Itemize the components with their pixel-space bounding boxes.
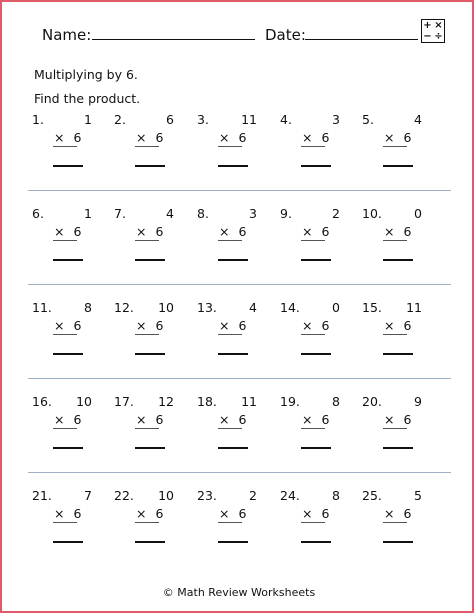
- times-sign: ×: [384, 412, 395, 427]
- problem-number: 4.: [280, 112, 292, 127]
- answer-blank[interactable]: [53, 259, 83, 261]
- answer-blank[interactable]: [53, 353, 83, 355]
- times-sign: ×: [302, 224, 313, 239]
- multiplier: 6: [73, 130, 82, 145]
- multiplier-row: [302, 224, 329, 239]
- answer-blank[interactable]: [301, 447, 331, 449]
- answer-blank[interactable]: [218, 541, 248, 543]
- multiplicand: 11: [406, 300, 422, 315]
- times-sign: ×: [302, 412, 313, 427]
- answer-blank[interactable]: [218, 259, 248, 261]
- multiplier: 6: [238, 130, 247, 145]
- problem-3: [197, 112, 269, 172]
- problem-number: 16.: [32, 394, 52, 409]
- multiplier-row: [384, 224, 411, 239]
- times-sign: ×: [54, 412, 65, 427]
- answer-blank[interactable]: [301, 259, 331, 261]
- multiplier: 6: [238, 318, 247, 333]
- answer-blank[interactable]: [383, 447, 413, 449]
- multiplicand: 12: [158, 394, 174, 409]
- multiplier: 6: [73, 318, 82, 333]
- multiplier-row: [54, 412, 81, 427]
- multiplier-row: [136, 506, 163, 521]
- problem-number: 25.: [362, 488, 382, 503]
- problem-12: [114, 300, 186, 360]
- multiplier: 6: [403, 130, 412, 145]
- problem-2: [114, 112, 186, 172]
- name-label: Name:: [42, 26, 92, 44]
- times-sign: ×: [54, 130, 65, 145]
- row-separator: [28, 284, 451, 285]
- multiplicand: 2: [249, 488, 257, 503]
- problem-number: 11.: [32, 300, 52, 315]
- answer-blank[interactable]: [135, 353, 165, 355]
- times-sign: ×: [54, 506, 65, 521]
- problem-14: [280, 300, 352, 360]
- multiplier-row: [136, 130, 163, 145]
- times-sign: ×: [136, 224, 147, 239]
- sum-line: [301, 334, 325, 335]
- answer-blank[interactable]: [53, 165, 83, 167]
- multiplier: 6: [321, 318, 330, 333]
- multiplicand: 4: [249, 300, 257, 315]
- problem-9: [280, 206, 352, 266]
- answer-blank[interactable]: [135, 259, 165, 261]
- multiplicand: 2: [332, 206, 340, 221]
- answer-blank[interactable]: [53, 447, 83, 449]
- sum-line: [135, 522, 159, 523]
- multiplicand: 5: [414, 488, 422, 503]
- times-sign: ×: [136, 506, 147, 521]
- answer-blank[interactable]: [383, 165, 413, 167]
- multiplier-row: [54, 506, 81, 521]
- times-sign: ×: [302, 130, 313, 145]
- copyright-footer: © Math Review Worksheets: [162, 586, 316, 599]
- sum-line: [135, 240, 159, 241]
- multiplier: 6: [155, 130, 164, 145]
- multiplier: 6: [321, 224, 330, 239]
- sum-line: [301, 522, 325, 523]
- multiplier: 6: [403, 506, 412, 521]
- problem-number: 2.: [114, 112, 126, 127]
- worksheet-topic: Multiplying by 6.: [34, 67, 138, 82]
- answer-blank[interactable]: [218, 165, 248, 167]
- sum-line: [383, 522, 407, 523]
- answer-blank[interactable]: [135, 165, 165, 167]
- problem-number: 20.: [362, 394, 382, 409]
- times-sign: ×: [302, 318, 313, 333]
- problem-number: 23.: [197, 488, 217, 503]
- times-sign: ×: [219, 224, 230, 239]
- divide-icon: ÷: [434, 30, 443, 42]
- answer-blank[interactable]: [135, 447, 165, 449]
- sum-line: [218, 240, 242, 241]
- multiplier: 6: [403, 412, 412, 427]
- multiplier: 6: [73, 506, 82, 521]
- multiplier-row: [54, 224, 81, 239]
- multiplier-row: [302, 506, 329, 521]
- multiplicand: 0: [332, 300, 340, 315]
- problem-number: 5.: [362, 112, 374, 127]
- times-sign: ×: [384, 506, 395, 521]
- multiplier: 6: [155, 318, 164, 333]
- answer-blank[interactable]: [383, 353, 413, 355]
- sum-line: [218, 522, 242, 523]
- problem-number: 15.: [362, 300, 382, 315]
- multiplicand: 3: [332, 112, 340, 127]
- row-separator: [28, 378, 451, 379]
- problem-16: [32, 394, 104, 454]
- multiplicand: 8: [84, 300, 92, 315]
- sum-line: [218, 146, 242, 147]
- problem-15: [362, 300, 434, 360]
- multiplier: 6: [73, 412, 82, 427]
- problem-number: 12.: [114, 300, 134, 315]
- problem-18: [197, 394, 269, 454]
- sum-line: [383, 334, 407, 335]
- times-sign: ×: [136, 130, 147, 145]
- problem-number: 6.: [32, 206, 44, 221]
- multiplicand: 7: [84, 488, 92, 503]
- multiplier: 6: [238, 412, 247, 427]
- problem-number: 9.: [280, 206, 292, 221]
- multiplier: 6: [321, 412, 330, 427]
- times-sign: ×: [219, 318, 230, 333]
- problem-number: 22.: [114, 488, 134, 503]
- multiplier-row: [302, 130, 329, 145]
- sum-line: [53, 334, 77, 335]
- problem-number: 1.: [32, 112, 44, 127]
- math-operations-logo-icon: [421, 19, 445, 43]
- multiplier-row: [384, 412, 411, 427]
- problem-1: [32, 112, 104, 172]
- multiplicand: 10: [158, 488, 174, 503]
- multiplicand: 6: [166, 112, 174, 127]
- multiplicand: 11: [241, 112, 257, 127]
- answer-blank[interactable]: [383, 259, 413, 261]
- problem-19: [280, 394, 352, 454]
- sum-line: [301, 428, 325, 429]
- answer-blank[interactable]: [53, 541, 83, 543]
- multiplier-row: [54, 130, 81, 145]
- problem-number: 17.: [114, 394, 134, 409]
- times-sign: ×: [54, 318, 65, 333]
- problem-number: 7.: [114, 206, 126, 221]
- problem-11: [32, 300, 104, 360]
- problem-number: 18.: [197, 394, 217, 409]
- multiplicand: 10: [158, 300, 174, 315]
- problem-number: 3.: [197, 112, 209, 127]
- sum-line: [53, 240, 77, 241]
- problem-5: [362, 112, 434, 172]
- times-sign: ×: [384, 224, 395, 239]
- multiplier-row: [136, 318, 163, 333]
- multiplier: 6: [403, 224, 412, 239]
- multiplier-row: [136, 412, 163, 427]
- multiplier-row: [136, 224, 163, 239]
- times-sign: ×: [136, 318, 147, 333]
- date-field[interactable]: [305, 39, 418, 40]
- multiplier: 6: [321, 506, 330, 521]
- multiplicand: 3: [249, 206, 257, 221]
- multiplier-row: [384, 506, 411, 521]
- times-sign: ×: [219, 412, 230, 427]
- date-label: Date:: [265, 26, 306, 44]
- problem-21: [32, 488, 104, 548]
- row-separator: [28, 190, 451, 191]
- problem-number: 13.: [197, 300, 217, 315]
- problem-13: [197, 300, 269, 360]
- multiplier-row: [384, 318, 411, 333]
- multiplier: 6: [73, 224, 82, 239]
- multiplier-row: [219, 506, 246, 521]
- multiplier-row: [384, 130, 411, 145]
- problem-20: [362, 394, 434, 454]
- answer-blank[interactable]: [301, 353, 331, 355]
- minus-icon: −: [423, 30, 432, 42]
- answer-blank[interactable]: [218, 353, 248, 355]
- times-sign: ×: [219, 130, 230, 145]
- answer-blank[interactable]: [301, 541, 331, 543]
- multiplier: 6: [321, 130, 330, 145]
- problem-17: [114, 394, 186, 454]
- sum-line: [383, 428, 407, 429]
- problem-22: [114, 488, 186, 548]
- answer-blank[interactable]: [301, 165, 331, 167]
- problem-number: 24.: [280, 488, 300, 503]
- problem-8: [197, 206, 269, 266]
- multiplicand: 4: [414, 112, 422, 127]
- problem-23: [197, 488, 269, 548]
- sum-line: [135, 334, 159, 335]
- times-sign: ×: [384, 318, 395, 333]
- multiplier: 6: [403, 318, 412, 333]
- times-sign: ×: [219, 506, 230, 521]
- problem-number: 8.: [197, 206, 209, 221]
- answer-blank[interactable]: [383, 541, 413, 543]
- multiplicand: 8: [332, 488, 340, 503]
- answer-blank[interactable]: [218, 447, 248, 449]
- multiplier-row: [219, 318, 246, 333]
- multiplier-row: [219, 224, 246, 239]
- times-icon: ×: [434, 19, 443, 31]
- sum-line: [135, 146, 159, 147]
- multiplier: 6: [155, 506, 164, 521]
- sum-line: [53, 428, 77, 429]
- problem-24: [280, 488, 352, 548]
- multiplier-row: [219, 130, 246, 145]
- times-sign: ×: [302, 506, 313, 521]
- multiplier-row: [219, 412, 246, 427]
- sum-line: [218, 428, 242, 429]
- row-separator: [28, 472, 451, 473]
- multiplier: 6: [238, 506, 247, 521]
- multiplier-row: [302, 412, 329, 427]
- problem-number: 10.: [362, 206, 382, 221]
- sum-line: [53, 146, 77, 147]
- sum-line: [301, 146, 325, 147]
- multiplicand: 1: [84, 206, 92, 221]
- problem-6: [32, 206, 104, 266]
- plus-icon: +: [423, 19, 432, 31]
- times-sign: ×: [136, 412, 147, 427]
- sum-line: [301, 240, 325, 241]
- multiplier-row: [54, 318, 81, 333]
- multiplicand: 1: [84, 112, 92, 127]
- problem-7: [114, 206, 186, 266]
- sum-line: [135, 428, 159, 429]
- answer-blank[interactable]: [135, 541, 165, 543]
- multiplicand: 10: [76, 394, 92, 409]
- sum-line: [218, 334, 242, 335]
- sum-line: [383, 146, 407, 147]
- sum-line: [53, 522, 77, 523]
- sum-line: [383, 240, 407, 241]
- problem-25: [362, 488, 434, 548]
- multiplicand: 4: [166, 206, 174, 221]
- problem-4: [280, 112, 352, 172]
- problem-10: [362, 206, 434, 266]
- multiplier: 6: [238, 224, 247, 239]
- times-sign: ×: [54, 224, 65, 239]
- multiplier: 6: [155, 224, 164, 239]
- problem-number: 19.: [280, 394, 300, 409]
- multiplicand: 9: [414, 394, 422, 409]
- multiplicand: 8: [332, 394, 340, 409]
- multiplicand: 11: [241, 394, 257, 409]
- worksheet-instruction: Find the product.: [34, 91, 141, 106]
- name-field[interactable]: [92, 39, 255, 40]
- times-sign: ×: [384, 130, 395, 145]
- problem-number: 21.: [32, 488, 52, 503]
- multiplier: 6: [155, 412, 164, 427]
- multiplicand: 0: [414, 206, 422, 221]
- problem-number: 14.: [280, 300, 300, 315]
- multiplier-row: [302, 318, 329, 333]
